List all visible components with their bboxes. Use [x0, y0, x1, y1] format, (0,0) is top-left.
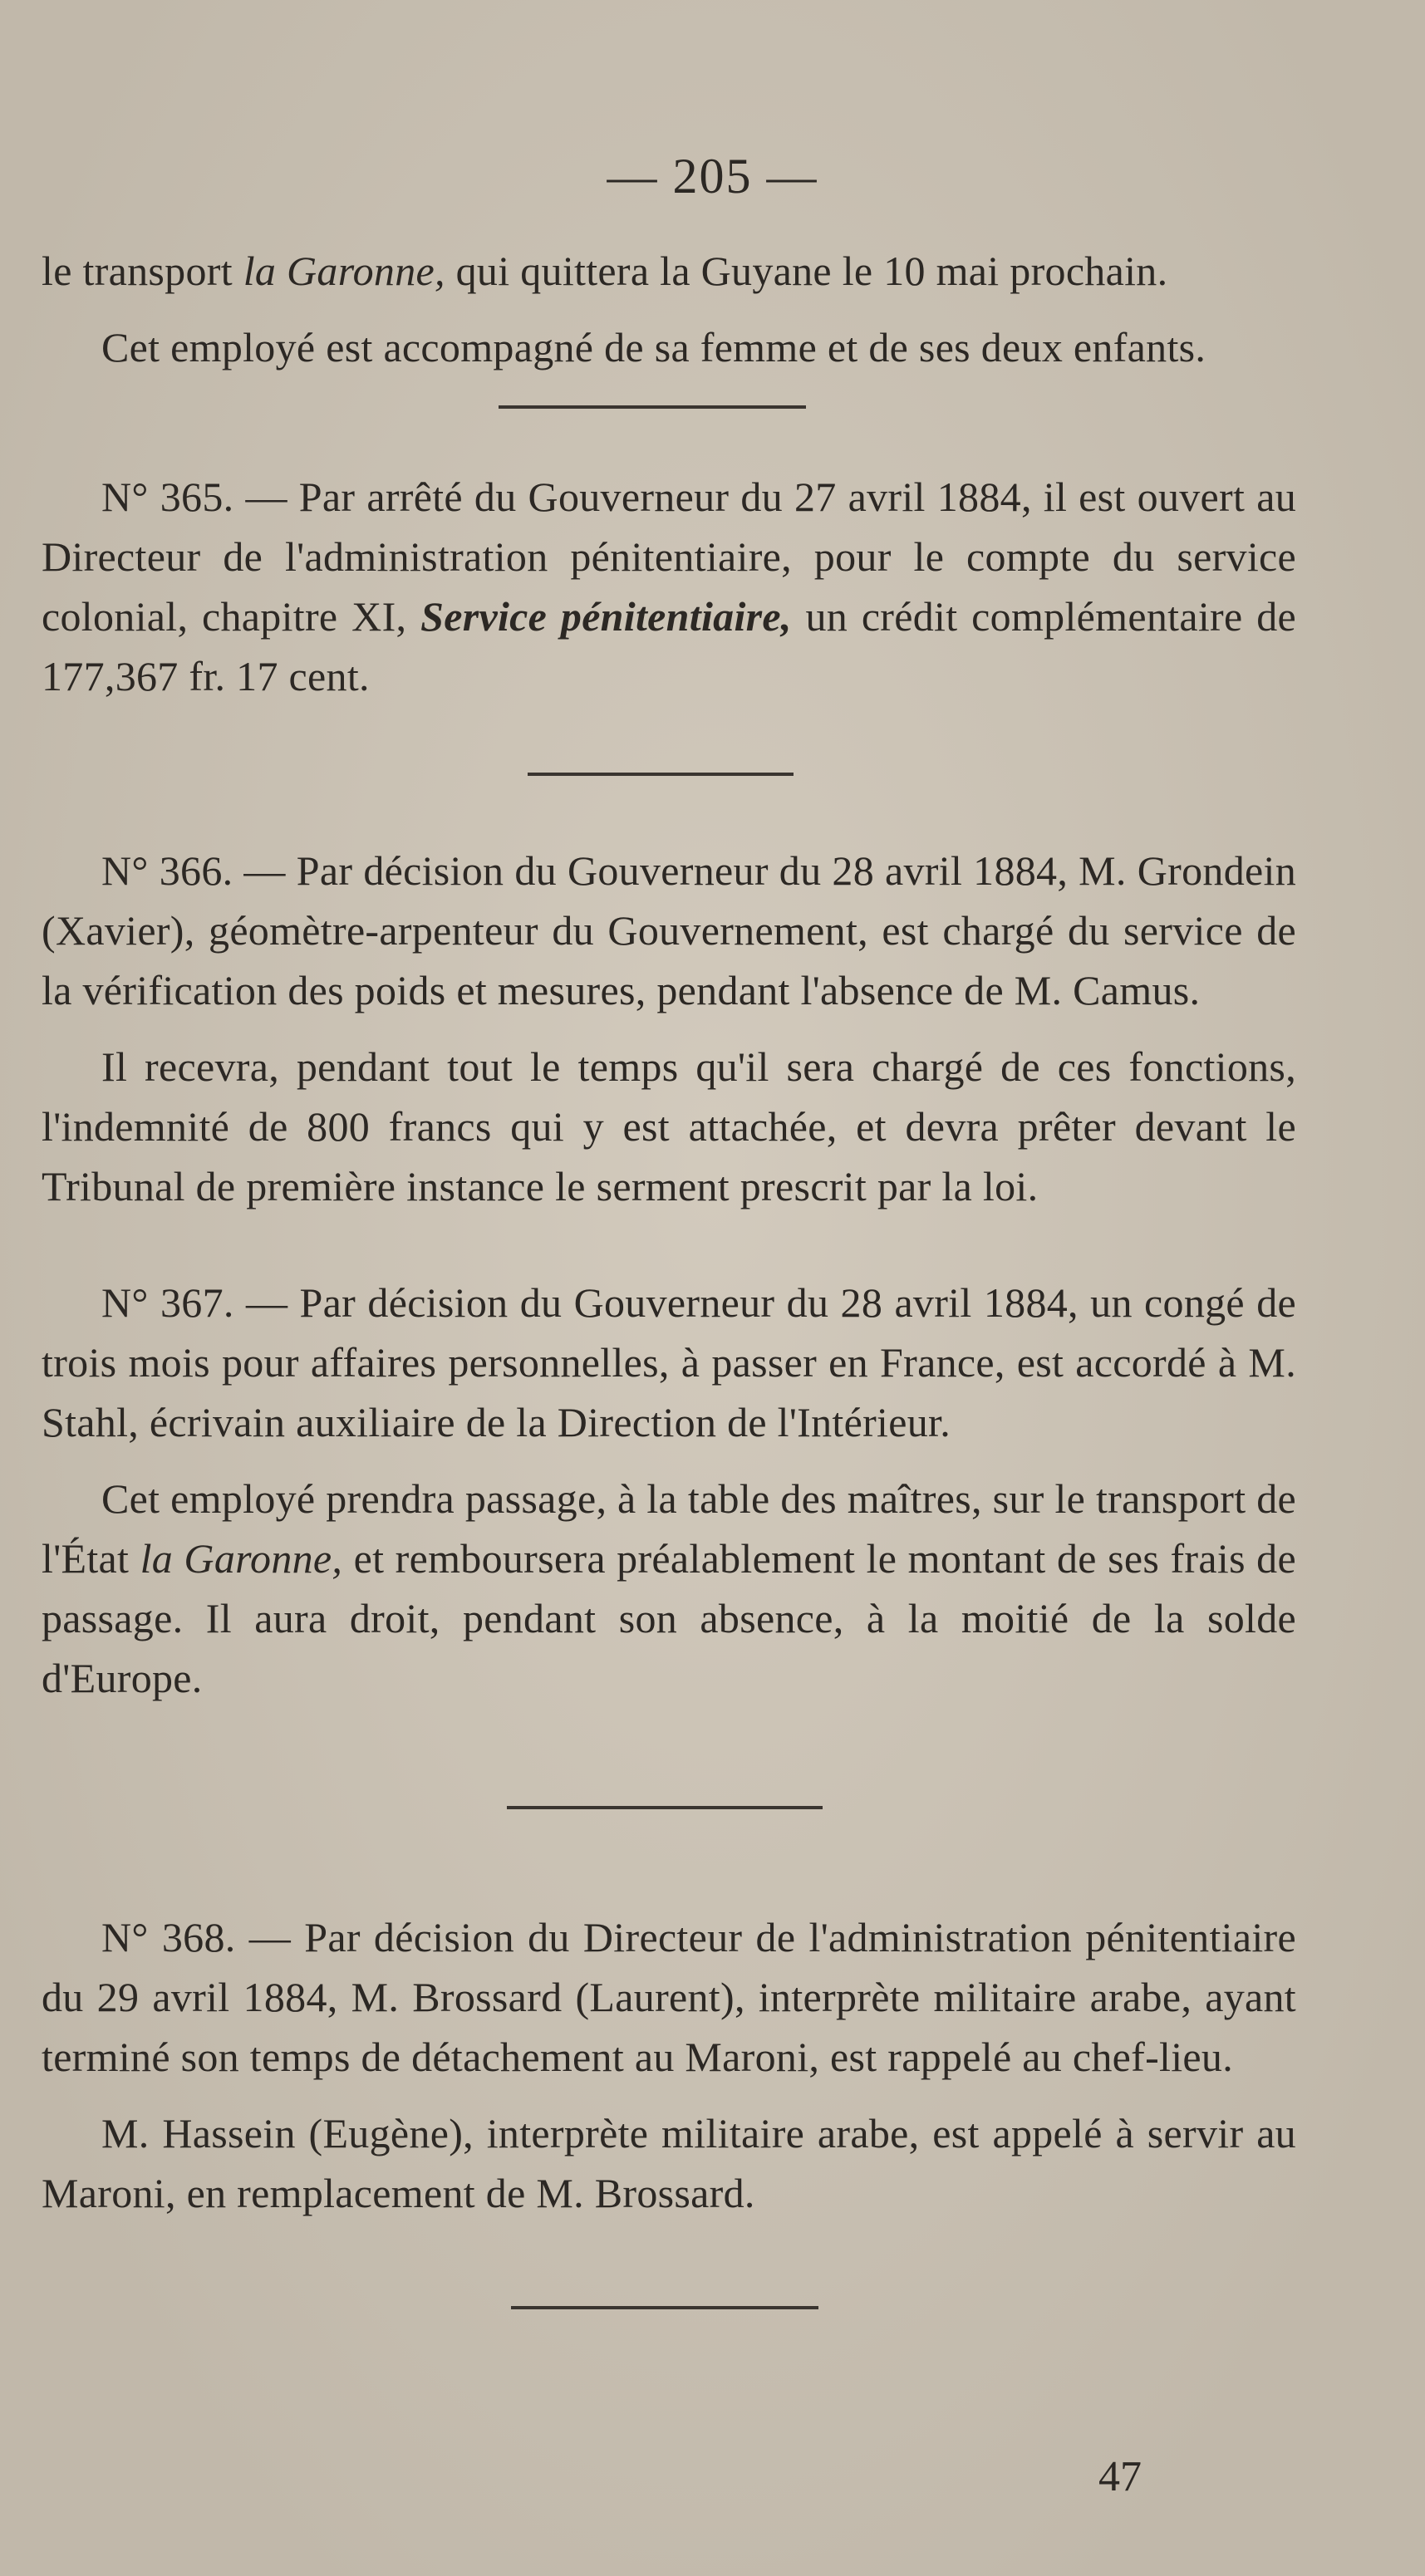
entry-367: N° 367. — Par décision du Gouverneur du 28 avril 1884, un congé de trois mois pour affaires personnelles, à passer en France, est accordé à M. Stahl, écrivain auxiliaire de la Direction de l'Intérieur. — [42, 1279, 1296, 1445]
entry-365 — [42, 467, 1296, 706]
paragraph-text: et remboursera préalablement le montant de ses frais de passage. Il aura droit, pendant son absence, à la moitié de la solde d'Europe. — [42, 1535, 1296, 1701]
service-name: Service pénitentiaire, — [420, 593, 792, 640]
paragraph-employee-family: Cet employé est accompagné de sa femme et de ses deux enfants. — [101, 324, 1206, 370]
entry-366: N° 366. — Par décision du Gouverneur du 28 avril 1884, M. Grondein (Xavier), géomètre-arpenteur du Gouvernement, est chargé du service de la vérification des poids et mesures, pendant l'absence de M. Camus. — [42, 847, 1296, 1013]
paragraph-text: un crédit complémentaire de 177,367 fr. 17 cent. — [42, 593, 1297, 699]
page-number-header: — 205 — — [607, 149, 818, 204]
ship-name: la Garonne, — [243, 248, 445, 294]
paragraph-text: qui quittera la Guyane le 10 mai prochain. — [445, 248, 1168, 294]
signature-mark: 47 — [1098, 2453, 1142, 2500]
paragraph-continuation — [42, 241, 1296, 301]
paragraph-text: le transport — [42, 248, 243, 294]
entry-368-continuation: M. Hassein (Eugène), interprète militaire arabe, est appelé à servir au Maroni, en remplacement de M. Brossard. — [42, 2110, 1296, 2216]
ship-name: la Garonne, — [140, 1535, 343, 1582]
paragraph-text: N° 365. — Par arrêté du Gouverneur du 27 avril 1884, il est ouvert au Directeur de l'administration pénitentiaire, pour le compte du service colonial, chapitre XI, — [42, 473, 1296, 640]
paragraph-text: Cet employé prendra passage, à la table des maîtres, sur le transport de l'État — [42, 1475, 1296, 1582]
section-divider — [499, 405, 806, 409]
entry-366-continuation: Il recevra, pendant tout le temps qu'il sera chargé de ces fonctions, l'indemnité de 800 francs qui y est attachée, et devra prêter devant le Tribunal de première instance le serment prescrit par la loi. — [42, 1043, 1296, 1209]
section-divider — [528, 773, 794, 776]
section-divider — [511, 2306, 818, 2309]
entry-367-continuation — [42, 1469, 1296, 1708]
entry-368: N° 368. — Par décision du Directeur de l'administration pénitentiaire du 29 avril 1884, M. Brossard (Laurent), interprète militaire arabe, ayant terminé son temps de détachement au Maroni, est rappelé au chef-lieu. — [42, 1914, 1296, 2080]
section-divider — [507, 1806, 823, 1809]
document-body — [42, 241, 1296, 2309]
